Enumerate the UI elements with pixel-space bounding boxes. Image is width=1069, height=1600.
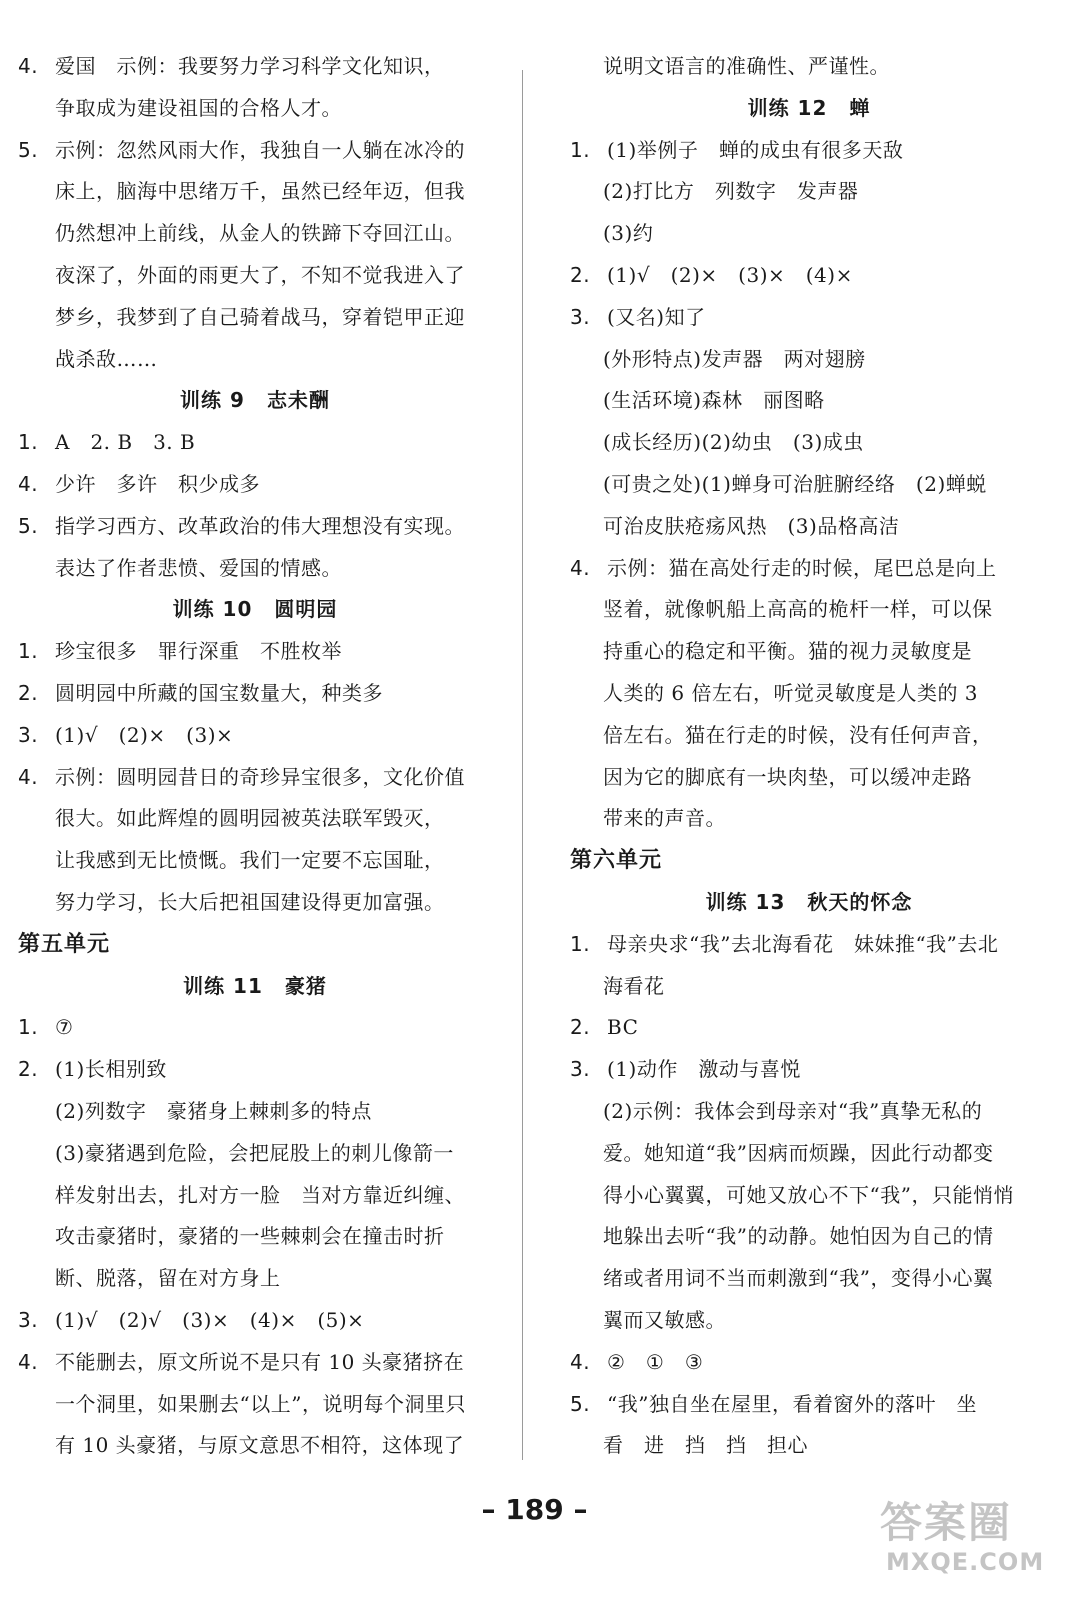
answer-continuation	[570, 1175, 1048, 1217]
answer-item	[570, 548, 1048, 590]
section-title	[570, 88, 1048, 130]
section-title	[18, 589, 492, 631]
item-number: 1.	[18, 639, 39, 664]
continuation-text: 很大。如此辉煌的圆明园被英法联军毁灭，	[55, 806, 445, 831]
item-text: 示例：忽然风雨大作，我独自一人躺在冰冷的	[55, 137, 465, 162]
answer-item	[18, 1007, 492, 1049]
answer-continuation	[18, 1425, 492, 1467]
item-number: 5.	[18, 513, 39, 538]
answer-item	[18, 130, 492, 172]
section-name: 蝉	[849, 95, 871, 120]
item-number: 2.	[18, 1057, 39, 1082]
continuation-text: 争取成为建设祖国的合格人才。	[55, 95, 342, 120]
answer-continuation	[570, 422, 1048, 464]
item-number: 3.	[18, 722, 39, 747]
item-number: 4.	[570, 555, 591, 580]
item-text: A 2. B 3. B	[55, 430, 196, 455]
answer-continuation	[570, 715, 1048, 757]
continuation-text: 人类的 6 倍左右，听觉灵敏度是人类的 3	[603, 680, 979, 705]
item-number: 1.	[570, 931, 591, 956]
answer-item	[18, 1049, 492, 1091]
continuation-text: (3)约	[603, 221, 654, 246]
answer-item	[18, 631, 492, 673]
answer-item	[18, 1300, 492, 1342]
continuation-text: 断、脱落，留在对方身上	[55, 1266, 281, 1291]
item-text: (1)长相别致	[55, 1057, 167, 1082]
answer-continuation	[570, 673, 1048, 715]
continuation-text: 攻击豪猪时，豪猪的一些棘刺会在撞击时折	[55, 1224, 445, 1249]
continuation-text: 看 进 挡 挡 担心	[603, 1433, 808, 1458]
continuation-text: 样发射出去，扎对方一脸 当对方靠近纠缠、	[55, 1182, 465, 1207]
continuation-text: 爱。她知道“我”因病而烦躁，因此行动都变	[603, 1140, 994, 1165]
continuation-text: 地躲出去听“我”的动静。她怕因为自己的情	[603, 1224, 994, 1249]
item-text: 示例：猫在高处行走的时候，尾巴总是向上	[607, 555, 997, 580]
continuation-text: 翼而又敏感。	[603, 1307, 726, 1332]
continuation-text: 表达了作者悲愤、爱国的情感。	[55, 555, 342, 580]
continuation-text: 有 10 头豪猪，与原文意思不相符，这体现了	[55, 1433, 465, 1458]
item-text: “我”独自坐在屋里，看着窗外的落叶 坐	[607, 1391, 977, 1416]
section-title	[18, 380, 492, 422]
item-text: (1)√ (2)√ (3)× (4)× (5)×	[55, 1307, 365, 1332]
answer-continuation	[570, 171, 1048, 213]
answer-continuation	[18, 297, 492, 339]
answer-continuation	[18, 1091, 492, 1133]
item-number: 1.	[570, 137, 591, 162]
section-name: 豪猪	[284, 973, 327, 998]
item-number: 2.	[570, 1015, 591, 1040]
section-name: 秋天的怀念	[807, 889, 913, 914]
answer-continuation	[18, 1175, 492, 1217]
answer-item	[570, 1384, 1048, 1426]
item-text: (1)举例子 蝉的成虫有很多天敌	[607, 137, 904, 162]
answer-item	[570, 255, 1048, 297]
continuation-text: 说明文语言的准确性、严谨性。	[603, 54, 890, 78]
answer-item	[570, 130, 1048, 172]
answer-continuation	[570, 464, 1048, 506]
continuation-text: 一个洞里，如果删去“以上”，说明每个洞里只	[55, 1391, 466, 1416]
item-number: 5.	[18, 137, 39, 162]
answer-continuation	[18, 171, 492, 213]
item-text: 珍宝很多 罪行深重 不胜枚举	[55, 639, 342, 664]
continuation-text: (外形特点)发声器 两对翅膀	[603, 346, 866, 371]
answer-continuation	[570, 1091, 1048, 1133]
item-text: (1)√ (2)× (3)× (4)×	[607, 262, 853, 287]
left-column	[18, 46, 492, 1467]
item-number: 4.	[570, 1349, 591, 1374]
item-text: 母亲央求“我”去北海看花 妹妹推“我”去北	[607, 931, 999, 956]
continuation-text: 努力学习，长大后把祖国建设得更加富强。	[55, 889, 445, 914]
section-number: 训练 10	[172, 597, 253, 622]
item-number: 3.	[570, 304, 591, 329]
item-text: 指学习西方、改革政治的伟大理想没有实现。	[55, 513, 465, 538]
answer-item	[18, 422, 492, 464]
item-number: 2.	[18, 680, 39, 705]
answer-continuation	[570, 631, 1048, 673]
watermark-logo	[880, 1486, 1060, 1586]
answer-continuation	[18, 1384, 492, 1426]
continuation-text: (3)豪猪遇到危险，会把屁股上的刺儿像箭一	[55, 1140, 454, 1165]
section-title	[18, 966, 492, 1008]
continuation-text: 夜深了，外面的雨更大了，不知不觉我进入了	[55, 262, 465, 287]
continuation-text: (生活环境)森林 丽图略	[603, 388, 825, 413]
unit-heading: 第六单元	[570, 848, 663, 874]
item-number: 1.	[18, 430, 39, 455]
item-number: 4.	[18, 764, 39, 789]
answer-continuation	[18, 339, 492, 381]
answer-continuation	[18, 213, 492, 255]
answer-continuation	[570, 339, 1048, 381]
section-number: 训练 9	[180, 388, 245, 413]
answer-continuation	[18, 882, 492, 924]
item-number: 1.	[18, 1015, 39, 1040]
item-number: 4.	[18, 54, 39, 78]
continuation-text: 绪或者用词不当而刺激到“我”，变得小心翼	[603, 1266, 994, 1291]
continuation-text: (成长经历)(2)幼虫 (3)成虫	[603, 430, 864, 455]
item-text: (1)动作 激动与喜悦	[607, 1057, 801, 1082]
continuation-text: (2)列数字 豪猪身上棘刺多的特点	[55, 1098, 372, 1123]
answer-continuation	[570, 213, 1048, 255]
continuation-text: 带来的声音。	[603, 806, 726, 831]
answer-item	[570, 1342, 1048, 1384]
answer-continuation	[18, 798, 492, 840]
answer-item	[18, 46, 492, 88]
item-text: BC	[607, 1015, 639, 1040]
item-text: 不能删去，原文所说不是只有 10 头豪猪挤在	[55, 1349, 465, 1374]
answer-continuation	[570, 46, 1048, 88]
section-number: 训练 12	[747, 95, 828, 120]
right-column	[570, 46, 1048, 1467]
item-number: 3.	[570, 1057, 591, 1082]
continuation-text: 仍然想冲上前线，从金人的铁蹄下夺回江山。	[55, 221, 465, 246]
continuation-text: 可治皮肤疮疡风热 (3)品格高洁	[603, 513, 900, 538]
answer-continuation	[18, 1216, 492, 1258]
section-name: 圆明园	[274, 597, 338, 622]
section-title	[570, 882, 1048, 924]
continuation-text: 战杀敌……	[55, 346, 158, 371]
item-number: 2.	[570, 262, 591, 287]
answer-continuation	[570, 1425, 1048, 1467]
answer-continuation	[570, 966, 1048, 1008]
item-number: 5.	[570, 1391, 591, 1416]
continuation-text: 海看花	[603, 973, 665, 998]
continuation-text: (2)示例：我体会到母亲对“我”真挚无私的	[603, 1098, 983, 1123]
item-text: 少许 多许 积少成多	[55, 471, 260, 496]
answer-continuation	[18, 840, 492, 882]
answer-item	[18, 757, 492, 799]
section-name: 志未酬	[266, 388, 330, 413]
item-number: 4.	[18, 1349, 39, 1374]
continuation-text: 竖着，就像帆船上高高的桅杆一样，可以保	[603, 597, 993, 622]
item-text: ⑦	[55, 1015, 74, 1040]
answer-item	[18, 673, 492, 715]
answer-continuation	[18, 88, 492, 130]
watermark-text: 答案圈	[880, 1498, 1013, 1547]
answer-continuation	[570, 589, 1048, 631]
answer-continuation	[18, 1133, 492, 1175]
answer-item	[570, 924, 1048, 966]
answer-continuation	[18, 548, 492, 590]
answer-item	[18, 506, 492, 548]
answer-continuation	[570, 1300, 1048, 1342]
answer-continuation	[18, 255, 492, 297]
answer-continuation	[570, 1258, 1048, 1300]
continuation-text: 梦乡，我梦到了自己骑着战马，穿着铠甲正迎	[55, 304, 465, 329]
answer-continuation	[570, 380, 1048, 422]
section-number: 训练 13	[705, 889, 786, 914]
continuation-text: 持重心的稳定和平衡。猫的视力灵敏度是	[603, 639, 972, 664]
answer-continuation	[570, 506, 1048, 548]
item-text: 圆明园中所藏的国宝数量大，种类多	[55, 680, 383, 705]
answer-continuation	[18, 1258, 492, 1300]
answer-continuation	[570, 1216, 1048, 1258]
answer-continuation	[570, 798, 1048, 840]
answer-item	[18, 464, 492, 506]
answer-item	[18, 1342, 492, 1384]
watermark-url: MXQE.COM	[886, 1548, 1045, 1576]
continuation-text: 得小心翼翼，可她又放心不下“我”，只能悄悄	[603, 1182, 1014, 1207]
answer-continuation	[570, 757, 1048, 799]
continuation-text: 倍左右。猫在行走的时候，没有任何声音，	[603, 722, 993, 747]
item-text: 示例：圆明园昔日的奇珍异宝很多，文化价值	[55, 764, 465, 789]
section-number: 训练 11	[183, 973, 263, 998]
answer-item	[18, 715, 492, 757]
continuation-text: 因为它的脚底有一块肉垫，可以缓冲走路	[603, 764, 972, 789]
item-text: (又名)知了	[607, 304, 706, 329]
continuation-text: (可贵之处)(1)蝉身可治脏腑经络 (2)蝉蜕	[603, 471, 987, 496]
item-text: (1)√ (2)× (3)×	[55, 722, 234, 747]
answer-continuation	[570, 1133, 1048, 1175]
column-divider	[522, 70, 523, 1460]
item-text: ② ① ③	[607, 1349, 704, 1374]
continuation-text: 床上，脑海中思绪万千，虽然已经年迈，但我	[55, 179, 465, 204]
answer-item	[570, 1007, 1048, 1049]
item-number: 4.	[18, 471, 39, 496]
continuation-text: 让我感到无比愤慨。我们一定要不忘国耻，	[55, 848, 445, 873]
answer-item	[570, 297, 1048, 339]
continuation-text: (2)打比方 列数字 发声器	[603, 179, 859, 204]
answer-item	[570, 1049, 1048, 1091]
item-text: 爱国 示例：我要努力学习科学文化知识，	[55, 54, 445, 78]
unit-heading: 第五单元	[18, 931, 111, 957]
item-number: 3.	[18, 1307, 39, 1332]
page-number: – 189 –	[481, 1493, 588, 1526]
